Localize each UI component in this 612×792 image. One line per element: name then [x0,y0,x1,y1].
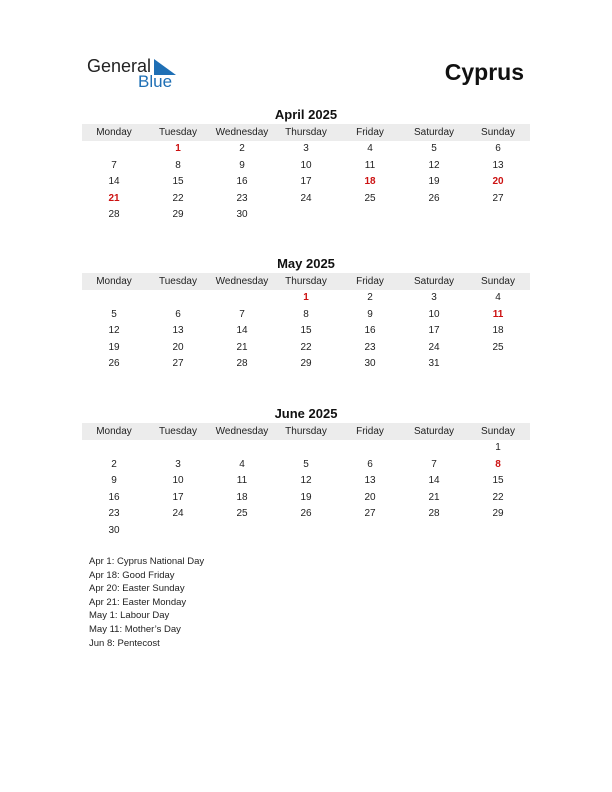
day-cell: 14 [428,475,440,487]
day-cell [402,207,466,224]
week-row [82,356,530,373]
day-cell: 19 [428,176,440,188]
logo-text-blue: Blue [138,72,173,91]
day-cell: 22 [492,491,504,503]
weekday-label: Thursday [285,426,327,437]
logo-text-general: General [87,56,152,76]
holiday-day-cell: 1 [175,143,181,154]
holiday-note: Jun 8: Pentecost [89,637,160,649]
day-cell: 17 [172,491,184,503]
holiday-note: May 11: Mother’s Day [89,623,181,635]
day-cell [466,523,530,540]
week-row [82,174,530,191]
weekday-label: Sunday [481,276,515,287]
day-cell: 21 [428,491,440,503]
holiday-note: Apr 21: Easter Monday [89,596,187,608]
day-cell [210,440,274,457]
day-cell: 17 [300,176,312,188]
holiday-day-cell: 8 [495,458,501,470]
day-cell: 27 [364,508,376,520]
week-row [82,473,530,490]
day-cell [146,523,210,540]
month-title: May 2025 [277,256,335,271]
day-cell: 6 [175,308,181,320]
day-cell: 22 [172,192,184,204]
weekday-label: Wednesday [215,426,269,437]
day-cell: 23 [364,341,376,353]
weekday-header-row [82,124,530,141]
day-cell: 25 [364,192,376,204]
day-cell: 15 [300,325,312,337]
day-cell: 20 [172,341,184,353]
day-cell: 16 [236,176,248,188]
weekday-label: Sunday [481,426,515,437]
holiday-day-cell: 21 [108,192,120,204]
holiday-note: Apr 20: Easter Sunday [89,583,185,595]
day-cell: 5 [431,143,437,154]
day-cell: 9 [239,159,245,171]
day-cell: 13 [364,475,376,487]
day-cell: 26 [108,358,120,370]
weekday-label: Monday [96,127,132,138]
day-cell [338,440,402,457]
day-cell [274,523,338,540]
day-cell: 27 [492,192,504,204]
weekday-label: Sunday [481,127,515,138]
day-cell: 25 [492,341,504,353]
week-row [82,207,530,224]
day-cell: 16 [108,491,120,503]
weekday-label: Tuesday [159,426,197,437]
day-cell: 22 [300,341,312,353]
day-cell: 10 [428,308,440,320]
week-row [82,158,530,175]
day-cell: 14 [108,176,120,188]
day-cell: 10 [172,475,184,487]
holiday-note: Apr 18: Good Friday [89,569,175,581]
day-cell: 8 [303,308,309,320]
day-cell [82,440,146,457]
day-cell: 30 [364,358,376,370]
day-cell [82,290,146,307]
weekday-label: Wednesday [215,276,269,287]
weekday-label: Thursday [285,127,327,138]
day-cell: 31 [428,358,440,370]
day-cell [338,207,402,224]
day-cell: 6 [367,458,373,470]
day-cell: 2 [367,292,373,303]
day-cell: 18 [236,491,248,503]
day-cell: 9 [111,475,117,487]
day-cell: 27 [172,358,184,370]
day-cell: 29 [172,209,184,221]
day-cell [402,440,466,457]
day-cell: 8 [175,159,181,171]
day-cell: 19 [300,491,312,503]
day-cell: 7 [239,308,245,320]
day-cell: 24 [300,192,312,204]
weekday-label: Wednesday [215,127,269,138]
holiday-notes [89,555,204,650]
day-cell: 28 [236,358,248,370]
day-cell: 17 [428,325,440,337]
day-cell [274,207,338,224]
month-may [82,256,530,373]
day-cell: 13 [172,325,184,337]
month-title: June 2025 [274,406,338,421]
day-cell: 12 [108,325,120,337]
day-cell: 4 [239,458,245,470]
day-cell [146,440,210,457]
day-cell: 24 [428,341,440,353]
day-cell: 12 [428,159,440,171]
week-row [82,340,530,357]
holiday-note: Apr 1: Cyprus National Day [89,556,205,567]
day-cell: 26 [300,508,312,520]
day-cell: 30 [108,524,120,536]
day-cell [274,440,338,457]
day-cell: 23 [236,192,248,204]
day-cell: 18 [492,325,504,337]
day-cell [210,290,274,307]
holiday-day-cell: 11 [492,308,504,320]
holiday-day-cell: 1 [303,292,309,303]
weekday-label: Friday [356,426,384,437]
day-cell: 10 [300,159,312,171]
day-cell: 3 [175,458,181,470]
day-cell: 7 [111,159,117,171]
day-cell [466,356,530,373]
month-title: April 2025 [274,107,338,122]
day-cell: 29 [492,508,504,520]
weekday-label: Tuesday [159,127,197,138]
day-cell: 11 [364,159,376,171]
month-june [82,406,530,540]
day-cell: 24 [172,508,184,520]
day-cell: 2 [239,143,245,154]
weekday-header-row [82,273,530,290]
day-cell [210,523,274,540]
day-cell: 4 [367,143,373,154]
day-cell: 19 [108,341,120,353]
day-cell: 3 [431,292,437,303]
day-cell: 4 [495,292,501,303]
holiday-note: May 1: Labour Day [89,610,170,622]
holiday-day-cell: 20 [492,176,504,188]
week-row [82,457,530,474]
day-cell: 12 [300,475,312,487]
day-cell: 28 [108,209,120,221]
day-cell: 15 [492,475,504,487]
country-title: Cyprus [444,59,524,85]
day-cell: 23 [108,508,120,520]
weekday-label: Tuesday [159,276,197,287]
week-row [82,523,530,540]
holiday-day-cell: 18 [364,176,376,188]
day-cell: 9 [367,308,373,320]
weekday-label: Saturday [413,276,455,287]
weekday-label: Friday [356,276,384,287]
week-row [82,490,530,507]
day-cell: 3 [303,143,309,154]
week-row [82,191,530,208]
weekday-label: Friday [356,127,384,138]
day-cell: 28 [428,508,440,520]
day-cell: 29 [300,358,312,370]
day-cell: 5 [111,308,117,320]
weekday-label: Saturday [413,127,455,138]
day-cell: 15 [172,176,184,188]
day-cell: 21 [236,341,248,353]
day-cell: 2 [111,458,117,470]
day-cell [82,141,146,158]
weekday-label: Thursday [285,276,327,287]
week-row [82,323,530,340]
week-row [82,290,530,307]
day-cell: 30 [236,209,248,221]
day-cell [402,523,466,540]
day-cell [466,207,530,224]
day-cell [338,523,402,540]
day-cell: 6 [495,143,501,154]
day-cell [146,290,210,307]
weekday-label: Saturday [413,426,455,437]
day-cell: 20 [364,491,376,503]
month-april [82,107,530,224]
day-cell: 14 [236,325,248,337]
day-cell: 11 [236,475,248,487]
weekday-label: Monday [96,276,132,287]
week-row [82,307,530,324]
week-row [82,440,530,457]
generalblue-logo [87,56,187,92]
day-cell: 16 [364,325,376,337]
day-cell: 1 [495,442,501,453]
day-cell: 25 [236,508,248,520]
day-cell: 13 [492,159,504,171]
week-row [82,141,530,158]
weekday-label: Monday [96,426,132,437]
day-cell: 26 [428,192,440,204]
week-row [82,506,530,523]
weekday-header-row [82,423,530,440]
day-cell: 7 [431,458,437,470]
day-cell: 5 [303,458,309,470]
